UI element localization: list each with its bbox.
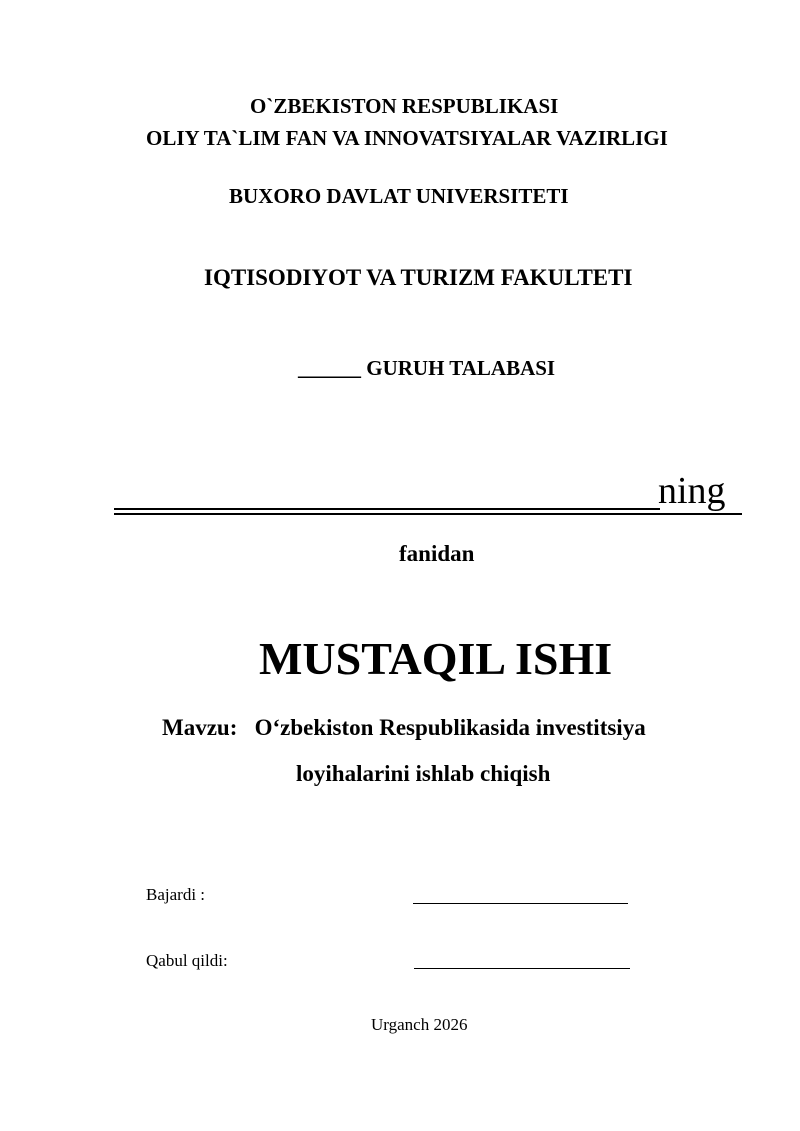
done-by-label: Bajardi :	[146, 885, 206, 904]
done-by-signature-line	[413, 903, 628, 904]
student-name-suffix: ning	[658, 470, 726, 512]
ministry-heading: OLIY TA`LIM FAN VA INNOVATSIYALAR VAZIRLIGI	[146, 126, 668, 150]
subject-label: fanidan	[399, 541, 475, 566]
accepted-by-signature-line	[414, 968, 630, 969]
faculty-heading: IQTISODIYOT VA TURIZM FAKULTETI	[204, 265, 633, 290]
student-name-blank-rule	[114, 508, 660, 510]
city-year: Urganch 2026	[371, 1015, 468, 1034]
topic-line-1: Mavzu: O‘zbekiston Respublikasida investitsiya	[162, 715, 646, 740]
republic-heading: O`ZBEKISTON RESPUBLIKASI	[250, 94, 559, 118]
accepted-by-label: Qabul qildi:	[146, 951, 228, 970]
student-group-line: ______ GURUH TALABASI	[298, 356, 556, 380]
university-heading: BUXORO DAVLAT UNIVERSITETI	[229, 184, 569, 208]
student-name-line	[114, 470, 742, 518]
topic-line-2: loyihalarini ishlab chiqish	[296, 761, 551, 786]
student-name-underline	[114, 513, 742, 515]
document-title: MUSTAQIL ISHI	[259, 633, 613, 684]
